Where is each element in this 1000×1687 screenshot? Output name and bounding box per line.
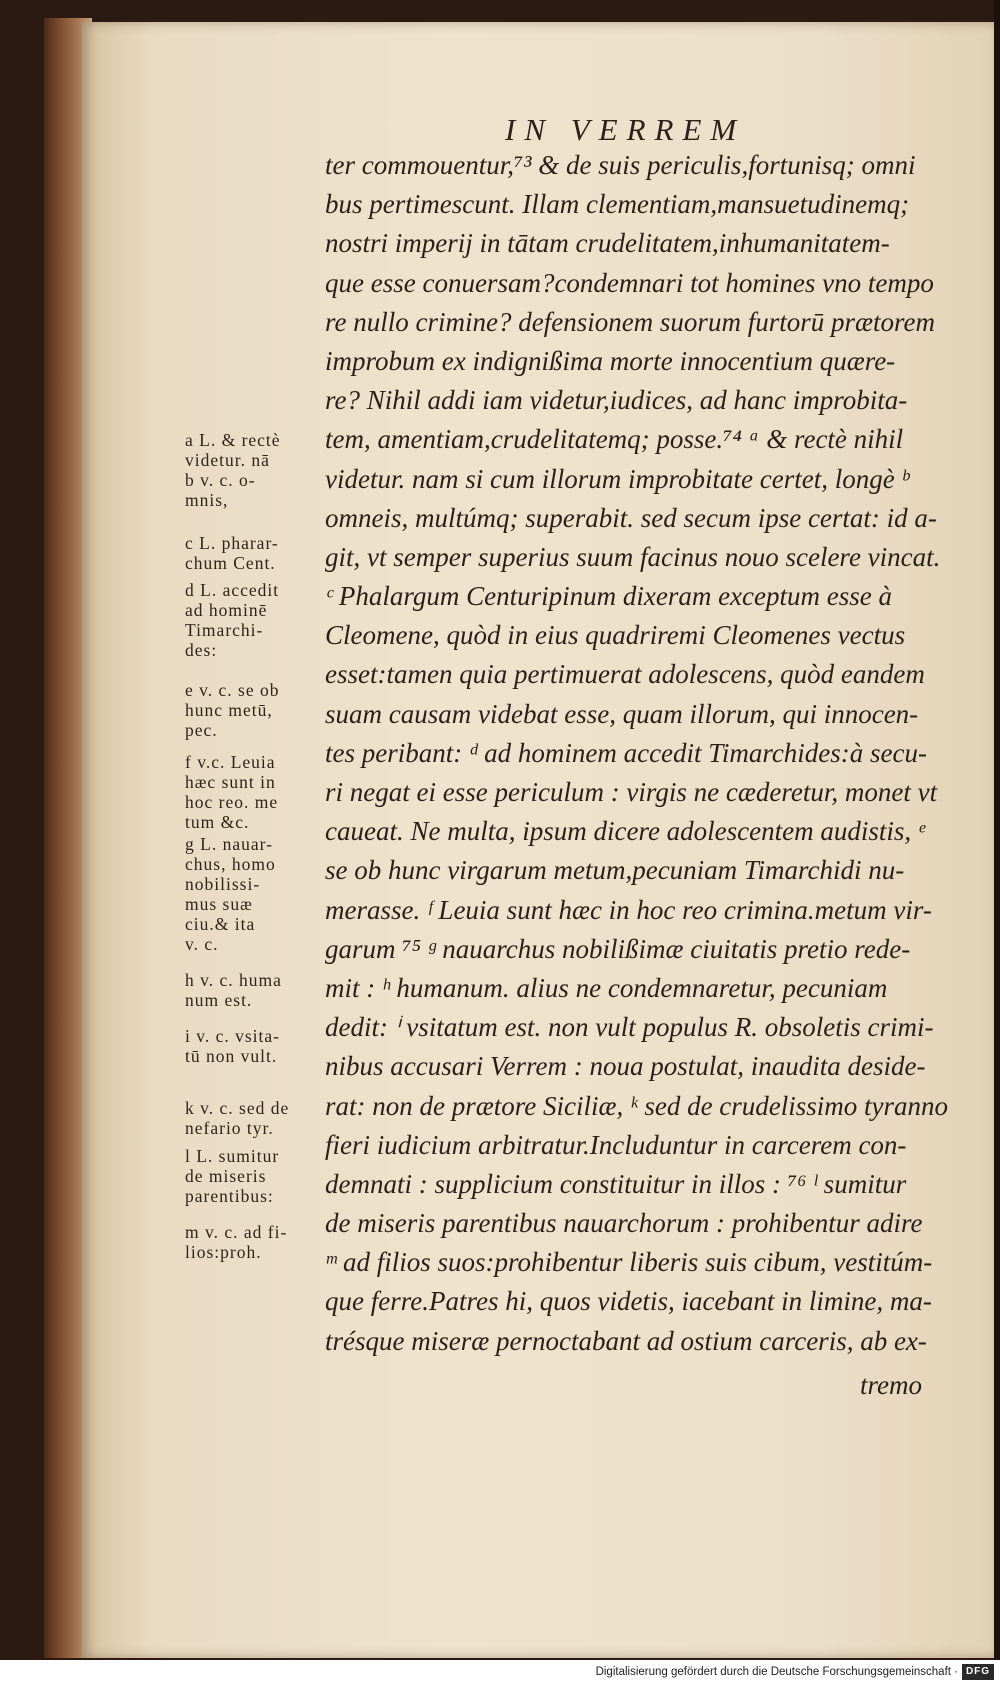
margin-note-line: videtur. nā [185, 450, 270, 470]
margin-note [185, 970, 325, 1010]
margin-note-line: b v. c. o- [185, 470, 256, 490]
text-line: fieri iudicium arbitratur.Includuntur in carcerem con- [325, 1129, 907, 1160]
text-line: re? Nihil addi iam videtur,iudices, ad hanc improbita- [325, 385, 908, 416]
text-line: rat: non de prætore Siciliæ, ᵏ sed de crudelissimo tyranno [325, 1090, 949, 1121]
text-line: re nullo crimine? defensionem suorum furtorū prætorem [325, 306, 935, 337]
main-text-block [325, 146, 975, 1361]
text-line: nibus accusari Verrem : noua postulat, inaudita deside- [325, 1051, 926, 1082]
text-line: tem, amentiam,crudelitatemq; posse.⁷⁴ ᵃ & rectè nihil [325, 424, 904, 455]
margin-note [185, 580, 325, 660]
margin-note-line: tum &c. [185, 812, 250, 832]
margin-note-line: v. c. [185, 934, 219, 954]
margin-note-line: ad hominē [185, 600, 268, 620]
margin-note-line: hoc reo. me [185, 792, 279, 812]
margin-note-line: hunc metū, [185, 700, 273, 720]
text-line: garum ⁷⁵ ᵍ nauarchus nobilißimæ ciuitatis pretio rede- [325, 933, 911, 964]
margin-note-line: d L. accedit [185, 580, 280, 600]
text-line: bus pertimescunt. Illam clementiam,mansuetudinemq; [325, 189, 910, 220]
margin-note-line: mus suæ [185, 894, 253, 914]
text-line: de miseris parentibus nauarchorum : prohibentur adire [325, 1208, 923, 1239]
margin-note [185, 752, 325, 832]
margin-note-line: nefario tyr. [185, 1118, 274, 1138]
text-line: merasse. ᶠ Leuia sunt hæc in hoc reo crimina.metum vir- [325, 894, 932, 925]
text-line: se ob hunc virgarum metum,pecuniam Timarchidi nu- [325, 855, 905, 886]
margin-note-line: nobilissi- [185, 874, 261, 894]
margin-note-line: c L. pharar- [185, 533, 279, 553]
margin-note-line: g L. nauar- [185, 834, 273, 854]
text-line: que esse conuersam?condemnari tot homines vno tempo [325, 267, 934, 298]
scan-right-edge [994, 0, 1000, 1660]
dfg-logo: DFG [962, 1664, 994, 1680]
margin-note-line: lios:proh. [185, 1242, 262, 1262]
margin-note [185, 1026, 325, 1066]
text-line: ᵐ ad filios suos:prohibentur liberis suis cibum, vestitúm- [325, 1247, 933, 1278]
margin-note-line: mnis, [185, 490, 229, 510]
funding-credit: Digitalisierung gefördert durch die Deutsche Forschungsgemeinschaft · [595, 1666, 958, 1678]
margin-note-line: k v. c. sed de [185, 1098, 290, 1118]
margin-note [185, 834, 325, 954]
margin-note-line: i v. c. vsita- [185, 1026, 280, 1046]
text-line: Cleomene, quòd in eius quadriremi Cleomenes vectus [325, 620, 906, 651]
text-line: mit : ʰ humanum. alius ne condemnaretur, pecuniam [325, 972, 888, 1003]
text-line: tes peribant: ᵈ ad hominem accedit Timarchides:à secu- [325, 737, 928, 768]
margin-note [185, 1098, 325, 1138]
text-line: improbum ex indignißima morte innocentium quære- [325, 345, 896, 376]
text-line: videtur. nam si cum illorum improbitate certet, longè ᵇ [325, 463, 909, 494]
margin-note [185, 1146, 325, 1206]
margin-note-line: f v.c. Leuia [185, 752, 276, 772]
margin-note [185, 430, 325, 510]
margin-note-line: de miseris [185, 1166, 267, 1186]
text-line: demnati : supplicium constituitur in illos : ⁷⁶ ˡ sumitur [325, 1168, 907, 1199]
digitization-footer [0, 1660, 1000, 1687]
text-line: esset:tamen quia pertimuerat adolescens, quòd eandem [325, 659, 925, 690]
text-line: ᶜ Phalargum Centuripinum dixeram exceptum esse à [325, 581, 892, 612]
margin-note [185, 533, 325, 573]
margin-note [185, 680, 325, 740]
text-line: que ferre.Patres hi, quos videtis, iacebant in limine, ma- [325, 1286, 932, 1317]
margin-note-line: pec. [185, 720, 218, 740]
running-head: IN VERREM [505, 112, 746, 147]
margin-note-line: h v. c. huma [185, 970, 282, 990]
margin-note [185, 1222, 325, 1262]
margin-note-line: m v. c. ad fi- [185, 1222, 288, 1242]
margin-note-line: chum Cent. [185, 553, 276, 573]
text-line: ri negat ei esse periculum : virgis ne cæderetur, monet vt [325, 777, 938, 807]
margin-note-line: num est. [185, 990, 253, 1010]
margin-note-line: chus, homo [185, 854, 276, 874]
text-line: trésque miseræ pernoctabant ad ostium carceris, ab ex- [325, 1325, 927, 1356]
margin-note-line: des: [185, 640, 218, 660]
text-line: suam causam videbat esse, quam illorum, qui innocen- [325, 698, 919, 729]
text-line: omneis, multúmq; superabit. sed secum ipse certat: id a- [325, 502, 937, 533]
margin-note-line: tū non vult. [185, 1046, 278, 1066]
margin-note-line: ciu.& ita [185, 914, 256, 934]
text-line: caueat. Ne multa, ipsum dicere adolescentem audistis, ᵉ [325, 816, 925, 847]
text-line: dedit: ⁱ vsitatum est. non vult populus R. obsoletis crimi- [325, 1012, 934, 1043]
margin-note-line: Timarchi- [185, 620, 264, 640]
text-line: git, vt semper superius suum facinus nouo scelere vincat. [325, 541, 941, 572]
margin-note-line: parentibus: [185, 1186, 274, 1206]
margin-note-line: a L. & rectè [185, 430, 281, 450]
marginal-notes [185, 430, 325, 1370]
text-line: ter commouentur,⁷³ & de suis periculis,fortunisq; omni [325, 150, 916, 180]
catchword: tremo [860, 1370, 922, 1400]
margin-note-line: e v. c. se ob [185, 680, 280, 700]
margin-note-line: hæc sunt in [185, 772, 276, 792]
margin-note-line: l L. sumitur [185, 1146, 280, 1166]
text-line: nostri imperij in tātam crudelitatem,inhumanitatem- [325, 228, 890, 259]
